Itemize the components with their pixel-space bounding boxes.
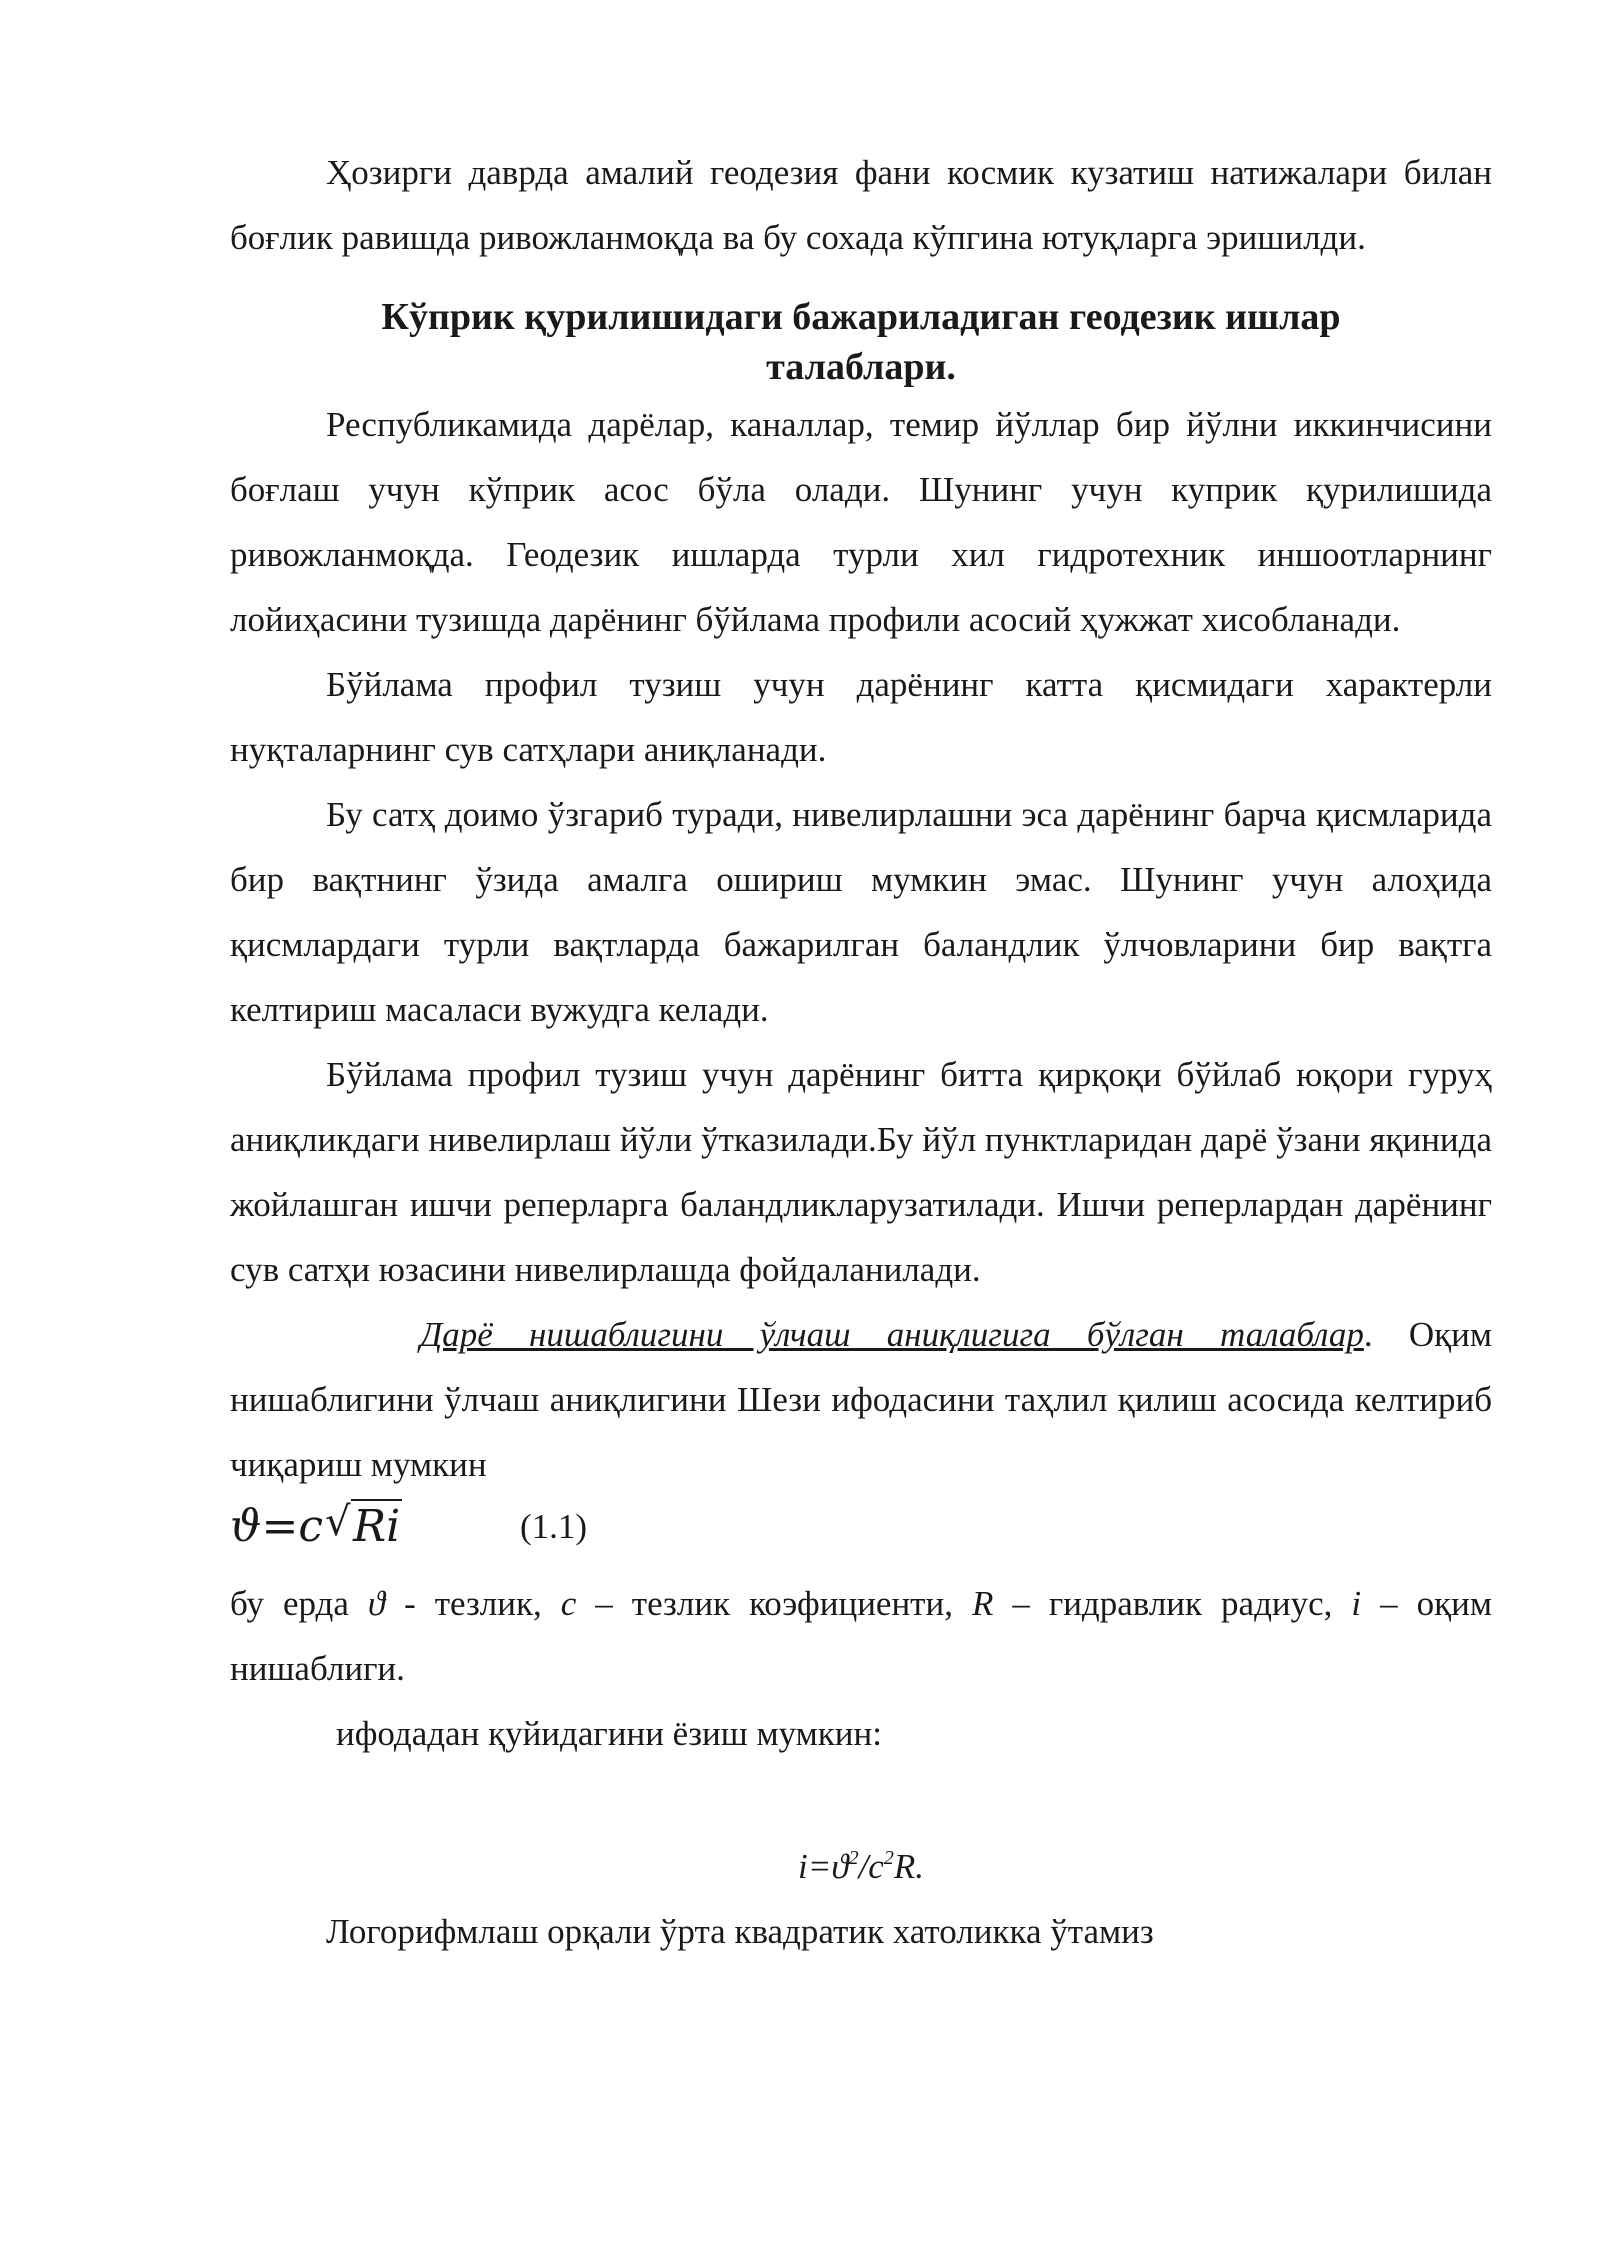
paragraph-levels: Бу сатҳ доимо ўзгариб туради, нивелирлашни эса дарёнинг барча қисмларида бир вақтнинг ўзида амалга ошириш мумкин эмас. Шунинг учун алоҳида қисмлардаги турли вақтларда бажарилган баландлик ўлчовларини бир вақтга келтириш масаласи вужудга келади. (230, 795, 1492, 1029)
variables-text-4: – гидравлик радиус, (993, 1584, 1352, 1623)
chezy-formula-lhs: ϑ=c (230, 1501, 323, 1552)
variable-velocity: ϑ (367, 1584, 386, 1623)
paragraph-bridges: Республикамида дарёлар, каналлар, темир йўллар бир йўлни иккинчисини боғлаш учун кўприк асос бўла олади. Шунинг учун куприк қурилишида ривожланмоқда. Геодезик ишларда турли хил гидротехник иншоотларнинг лойиҳасини тузишда дарёнинг бўйлама профили асосий ҳужжат хисобланади. (230, 405, 1492, 639)
paragraph-derive: ифодадан қуйидагини ёзиш мумкин: (336, 1714, 882, 1753)
variables-text-1: бу ерда (230, 1584, 368, 1623)
sqrt-expression (325, 1499, 402, 1552)
section-heading: Кўприк қурилишидаги бажариладиган геодезик ишлар талаблари. (381, 296, 1341, 388)
sqrt-sign: √ (324, 1499, 351, 1545)
slope-formula-exponent-1: 2 (848, 1847, 859, 1869)
formula-number: (1.1) (520, 1507, 588, 1546)
slope-formula-part-c: R. (893, 1847, 924, 1886)
paragraph-intro: Ҳозирги даврда амалий геодезия фани космик кузатиш натижалари билан боғлик равишда ривожланмоқда ва бу сохада кўпгина ютуқларга эришилди. (230, 153, 1492, 257)
variable-slope: i (1351, 1584, 1362, 1623)
variables-text-3: – тезлик коэфициенти, (576, 1584, 972, 1623)
slope-formula-exponent-2: 2 (883, 1847, 894, 1869)
variables-text-2: - тезлик, (385, 1584, 561, 1623)
chezy-formula (230, 1493, 1492, 1571)
chezy-formula-expression (230, 1499, 402, 1552)
slope-formula-part-a: i=ϑ (798, 1847, 849, 1886)
sqrt-radicand: Ri (352, 1501, 401, 1552)
variables-text-5: – оқим нишаблиги. (230, 1584, 1492, 1688)
paragraph-leveling-route: Бўйлама профил тузиш учун дарёнинг битта қирқоқи бўйлаб юқори гуруҳ аниқликдаги нивелирлаш йўли ўтказилади.Бу йўл пунктларидан дарё ўзани яқинида жойлашган ишчи реперларга баландликларузатилади. Ишчи реперлардан дарёнинг сув сатҳи юзасини нивелирлашда фойдаланилади. (230, 1055, 1492, 1289)
variable-coefficient: c (560, 1584, 577, 1623)
slope-formula-part-b: /c (858, 1847, 884, 1886)
paragraph-slope-requirements (230, 1302, 1492, 1497)
slope-requirements-text: . Оқим нишаблигини ўлчаш аниқлигини Шези ифодасини таҳлил қилиш асосида келтириб чиқариш мумкин (230, 1315, 1492, 1484)
paragraph-profile: Бўйлама профил тузиш учун дарёнинг катта қисмидаги характерли нуқталарнинг сув сатҳлари аниқланади. (230, 665, 1492, 769)
paragraph-logarithm: Логорифмлаш орқали ўрта квадратик хатоликка ўтамиз (326, 1912, 1154, 1951)
variable-radius: R (971, 1584, 994, 1623)
slope-formula (230, 1826, 1492, 1899)
document-page (230, 140, 1492, 1964)
slope-requirements-title: Дарё нишаблигини ўлчаш аниқлигига бўлган талаблар (420, 1315, 1364, 1354)
paragraph-variables (230, 1571, 1492, 1701)
